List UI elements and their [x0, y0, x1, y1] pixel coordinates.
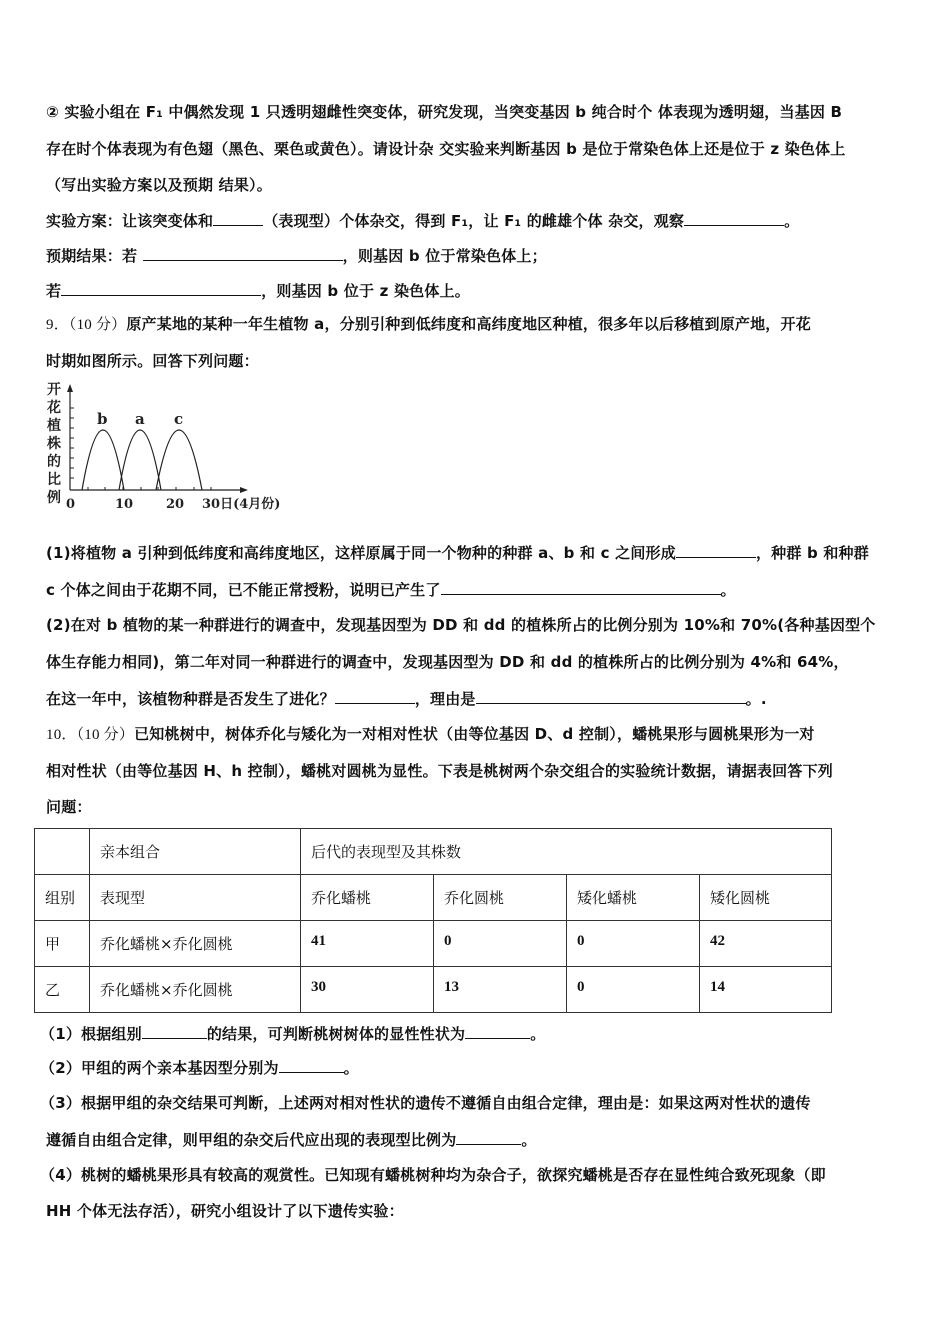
flowering-chart [44, 378, 284, 518]
q8-text-line-1: ② 实验小组在 F₁ 中偶然发现 1 只透明翅雌性突变体，研究发现，当突变基因 b 纯合时个 体表现为透明翅，当基因 B [46, 103, 843, 121]
q8-result-line-1 [46, 246, 547, 266]
q10-sub1-text-c: 。 [530, 1025, 546, 1043]
table-cell: 乔化蟠桃×乔化圆桃 [90, 921, 301, 967]
curve-a [119, 430, 161, 490]
answer-blank-q9-2a[interactable] [335, 689, 415, 704]
table-cell: 矮化圆桃 [700, 875, 832, 921]
plan-text-b: （表现型）个体杂交，得到 F₁，让 F₁ 的雌雄个体 杂交，观察 [263, 212, 685, 230]
answer-blank-q9-2b[interactable] [476, 689, 746, 704]
result1-text-b: ，则基因 b 位于常染色体上； [342, 247, 547, 265]
q9-sub2-line-2: 体生存能力相同)，第二年对同一种群进行的调查中，发现基因型为 DD 和 dd 的植株所占的比例分别为 4%和 64%， [46, 653, 849, 671]
table-row [35, 967, 832, 1013]
table-cell: 14 [700, 967, 832, 1013]
x-tick-10: 10 [115, 497, 134, 512]
table-header-row-2 [35, 875, 832, 921]
svg-text:比: 比 [47, 472, 61, 488]
table-cell: 甲 [35, 921, 90, 967]
q9-sub2-text-a: 在这一年中，该植物种群是否发生了进化？ [46, 690, 335, 708]
table-cell: 乔化蟠桃×乔化圆桃 [90, 967, 301, 1013]
table-cell: 后代的表现型及其株数 [301, 829, 832, 875]
q10-sub3-line-1: （3）根据甲组的杂交结果可判断，上述两对相对性状的遗传不遵循自由组合定律，理由是：如果这两对性状的遗传 [40, 1094, 811, 1112]
answer-blank-result2[interactable] [61, 281, 261, 296]
q9-sub2-text-c: 。. [745, 690, 767, 708]
q9-line1: 原产某地的某种一年生植物 a，分别引种到低纬度和高纬度地区种植，很多年以后移植到原产地，开花 [126, 315, 811, 333]
answer-blank-result1[interactable] [143, 246, 343, 261]
answer-blank-q10-1a[interactable] [142, 1024, 207, 1039]
q9-sub1-line-1 [46, 543, 869, 563]
table-cell: 13 [434, 967, 567, 1013]
table-cell: 30 [301, 967, 434, 1013]
table-cell: 41 [301, 921, 434, 967]
table-cell: 矮化蟠桃 [567, 875, 700, 921]
x-tick-0: 0 [66, 497, 76, 512]
table-cell: 0 [434, 921, 567, 967]
answer-blank-observe[interactable] [684, 211, 784, 226]
table-cell: 组别 [35, 875, 90, 921]
svg-text:花: 花 [47, 400, 61, 416]
q10-number: 10．（10 分） [46, 727, 135, 743]
curve-b [82, 430, 124, 490]
q10-sub2-line [40, 1058, 359, 1078]
q10-text-line-3: 问题： [46, 798, 92, 816]
q10-sub3-line-2 [46, 1130, 537, 1150]
q10-sub3-text-b: 。 [521, 1131, 537, 1149]
answer-blank-q9-1a[interactable] [676, 543, 756, 558]
x-tick-20: 20 [166, 497, 185, 512]
q9-sub1-text-d: 。 [720, 581, 736, 599]
answer-blank-q9-1b[interactable] [441, 580, 721, 595]
q9-sub2-text-b: ，理由是 [414, 690, 476, 708]
table-cell: 0 [567, 921, 700, 967]
result2-text-a: 若 [46, 282, 62, 300]
label-b: b [97, 410, 108, 428]
table-cell: 乙 [35, 967, 90, 1013]
q10-sub4-line-1: （4）桃树的蟠桃果形具有较高的观赏性。已知现有蟠桃树种均为杂合子，欲探究蟠桃是否存在显性纯合致死现象（即 [40, 1166, 826, 1184]
q10-sub4-line-2: HH 个体无法存活），研究小组设计了以下遗传实验： [46, 1202, 404, 1220]
q10-sub3-text-a: 遵循自由组合定律，则甲组的杂交后代应出现的表现型比例为 [46, 1131, 457, 1149]
q8-result-line-2 [46, 281, 470, 301]
q8-text-line-3: （写出实验方案以及预期 结果）。 [46, 176, 272, 194]
q9-text-line-2: 时期如图所示。回答下列问题： [46, 352, 259, 370]
q9-sub2-line-3 [46, 689, 767, 709]
plan-text-c: 。 [784, 212, 800, 230]
table-cell [35, 829, 90, 875]
q9-text-line-1 [46, 314, 811, 335]
q10-text-line-2: 相对性状（由等位基因 H、h 控制），蟠桃对圆桃为显性。下表是桃树两个杂交组合的实验统计数据，请据表回答下列 [46, 762, 833, 780]
svg-text:的: 的 [47, 454, 61, 470]
table-cell: 亲本组合 [90, 829, 301, 875]
q10-sub2-text-b: 。 [343, 1059, 359, 1077]
q10-sub1-line [40, 1024, 545, 1044]
table-cell: 42 [700, 921, 832, 967]
q8-text-line-2: 存在时个体表现为有色翅（黑色、栗色或黄色）。请设计杂 交实验来判断基因 b 是位于常染色体上还是位于 z 染色体上 [46, 140, 846, 158]
curve-c [156, 430, 202, 490]
result2-text-b: ，则基因 b 位于 z 染色体上。 [261, 282, 470, 300]
plan-text-a: 实验方案：让该突变体和 [46, 212, 214, 230]
q9-number: 9．（10 分） [46, 317, 127, 333]
q9-sub1-text-a: (1)将植物 a 引种到低纬度和高纬度地区，这样原属于同一个物种的种群 a、b 和 c 之间形成 [46, 544, 676, 562]
table-cell: 表现型 [90, 875, 301, 921]
q10-sub1-text-b: 的结果，可判断桃树树体的显性性状为 [206, 1025, 466, 1043]
q9-sub2-line-1: (2)在对 b 植物的某一种群进行的调查中，发现基因型为 DD 和 dd 的植株所占的比例分别为 10%和 70%(各种基因型个 [46, 616, 876, 634]
q10-line1: 已知桃树中，树体乔化与矮化为一对相对性状（由等位基因 D、d 控制），蟠桃果形与圆桃果形为一对 [134, 725, 815, 743]
answer-blank-phenotype[interactable] [213, 211, 263, 226]
answer-blank-q10-1b[interactable] [465, 1024, 530, 1039]
table-cell: 0 [567, 967, 700, 1013]
answer-blank-q10-3[interactable] [456, 1130, 521, 1145]
y-axis-label [46, 382, 61, 506]
table-row [35, 921, 832, 967]
q10-text-line-1 [46, 724, 815, 745]
answer-blank-q10-2[interactable] [279, 1058, 344, 1073]
x-tick-30: 30日(4月份) [202, 497, 281, 512]
svg-text:株: 株 [47, 436, 61, 452]
table-cell: 乔化蟠桃 [301, 875, 434, 921]
q9-sub1-text-c: c 个体之间由于花期不同，已不能正常授粉，说明已产生了 [46, 581, 441, 599]
label-a: a [135, 410, 145, 428]
q10-sub1-text-a: （1）根据组别 [40, 1025, 142, 1043]
q9-sub1-text-b: ，种群 b 和种群 [755, 544, 869, 562]
q10-sub2-text-a: （2）甲组的两个亲本基因型分别为 [40, 1059, 279, 1077]
q9-sub1-line-2 [46, 580, 736, 600]
table-cell: 乔化圆桃 [434, 875, 567, 921]
svg-text:植: 植 [47, 418, 61, 434]
q8-plan-line [46, 211, 799, 231]
label-c: c [174, 410, 184, 428]
cross-results-table [34, 828, 832, 1013]
svg-text:开: 开 [47, 382, 61, 398]
table-header-row-1 [35, 829, 832, 875]
svg-text:例: 例 [47, 490, 61, 506]
result1-text-a: 预期结果：若 [46, 247, 143, 265]
